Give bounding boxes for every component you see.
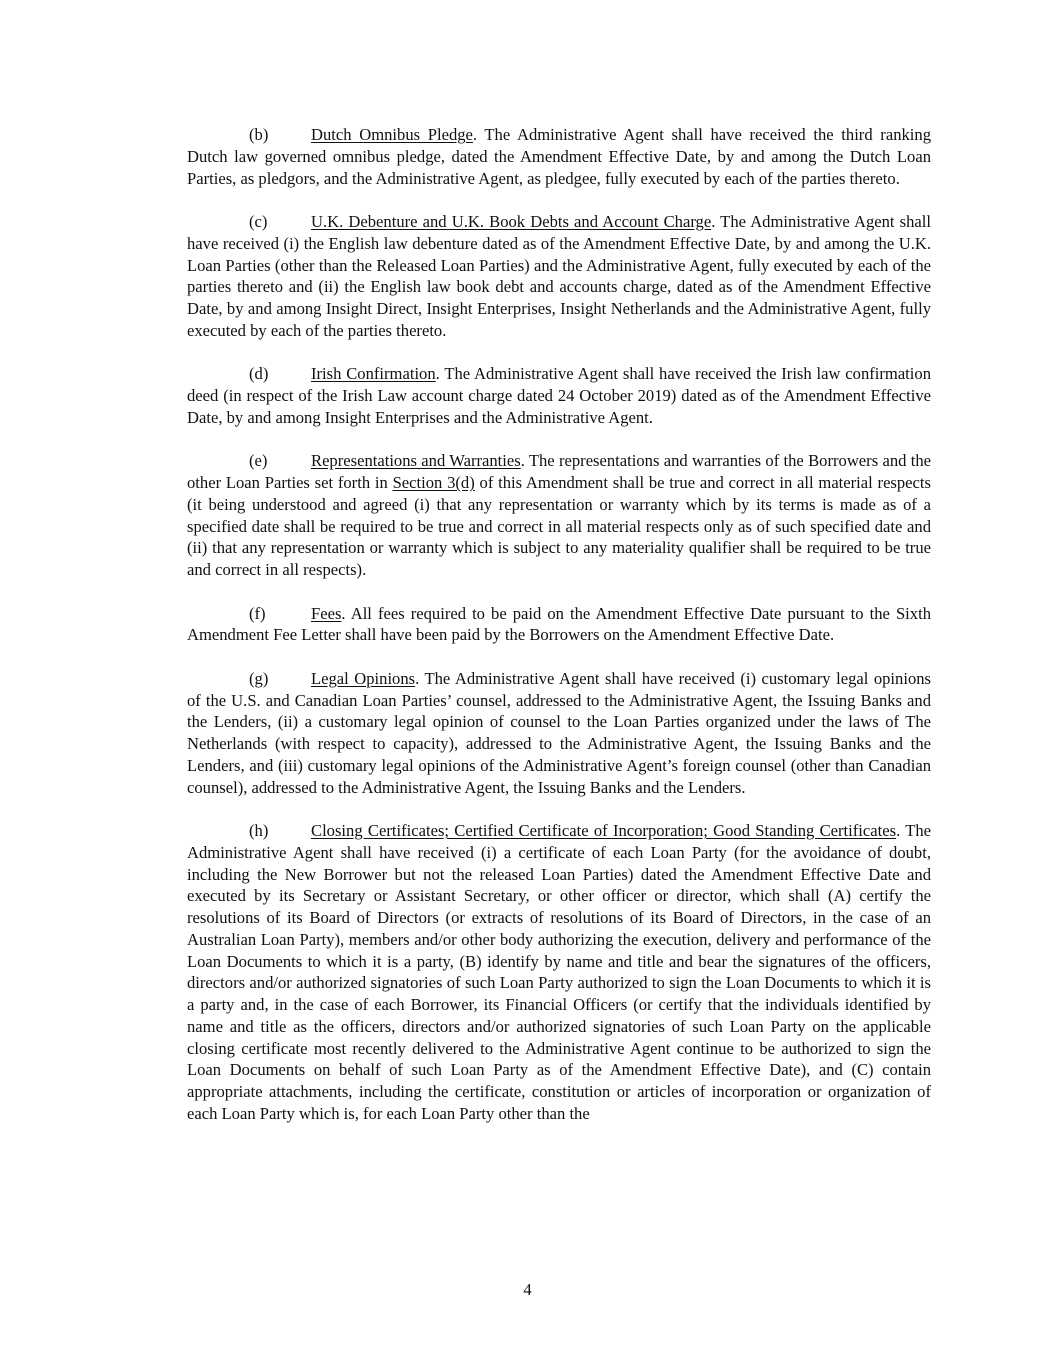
paragraph-heading: Closing Certificates; Certified Certificate of Incorporation; Good Standing Certificates: [311, 821, 897, 840]
paragraph-g: [187, 668, 931, 799]
paragraph-heading: Representations and Warranties: [311, 451, 521, 471]
paragraph-f: [187, 603, 931, 647]
paragraph-heading: Irish Confirmation: [311, 364, 436, 384]
paragraph-text: . The Administrative Agent shall have received (i) customary legal opinions of the U.S. and Canadian Loan Parties’ counsel, addressed to the Administrative Agent, the Issuing Banks and the Lenders, (ii) a customary legal opinion of counsel to the Loan Parties organized under the laws of The Netherlands (with respect to capacity), addressed to the Administrative Agent, the Issuing Banks and the Lenders, and (iii) customary legal opinions of the Administrative Agent’s foreign counsel (other than Canadian counsel), addressed to the Administrative Agent, the Issuing Banks and the Lenders.: [187, 668, 931, 797]
paragraph-d: [187, 363, 931, 428]
paragraph-heading: Dutch Omnibus Pledge: [311, 125, 473, 144]
paragraph-h: [187, 820, 931, 1125]
paragraph-label: (h): [249, 821, 269, 840]
paragraph-heading: Fees: [311, 603, 342, 623]
paragraph-b: [187, 124, 931, 189]
paragraph-text: . All fees required to be paid on the Amendment Effective Date pursuant to the Sixth Amendment Fee Letter shall have been paid by the Borrowers on the Amendment Effective Date.: [187, 603, 931, 645]
paragraph-c: [187, 211, 931, 342]
paragraph-text: . The Administrative Agent shall have received (i) the English law debenture dated as of the Amendment Effective Date, by and among the U.K. Loan Parties (other than the Released Loan Parties) and the Administrative Agent, fully executed by each of the parties thereto and (ii) the English law book debt and accounts charge, dated as of the Amendment Effective Date, by and among Insight Direct, Insight Enterprises, Insight Netherlands and the Administrative Agent, fully executed by each of the parties thereto.: [187, 212, 931, 340]
paragraph-text: . The Administrative Agent shall have received the Irish law confirmation deed (in respect of the Irish Law account charge dated 24 October 2019) dated as of the Amendment Effective Date, by and among Insight Enterprises and the Administrative Agent.: [187, 364, 931, 427]
document-body: [187, 124, 931, 1146]
paragraph-label: (f): [249, 603, 266, 623]
paragraph-heading: U.K. Debenture and U.K. Book Debts and Account Charge: [311, 212, 712, 231]
page-number: 4: [523, 1280, 532, 1299]
paragraph-e: [187, 450, 931, 581]
paragraph-text: . The representations and warranties of the Borrowers and the other Loan Parties set forth in: [187, 451, 931, 492]
paragraph-label: (e): [249, 451, 268, 471]
paragraph-heading: Legal Opinions: [311, 668, 416, 688]
paragraph-label: (g): [249, 668, 269, 688]
paragraph-label: (d): [249, 364, 269, 384]
paragraph-label: (c): [249, 212, 268, 231]
section-reference: Section 3(d): [392, 473, 475, 492]
paragraph-text: . The Administrative Agent shall have received the third ranking Dutch law governed omnibus pledge, dated the Amendment Effective Date, by and among the Dutch Loan Parties, as pledgors, and the Administrative Agent, as pledgee, fully executed by each of the parties thereto.: [187, 125, 931, 188]
paragraph-text: . The Administrative Agent shall have received (i) a certificate of each Loan Party (for the avoidance of doubt, including the New Borrower but not the released Loan Parties) dated the Amendment Effective Date and executed by its Secretary or Assistant Secretary, or other officer or director, which shall (A) certify the resolutions of its Board of Directors (or extracts of resolutions of its Board of Directors, in the case of an Australian Loan Party), members and/or other body authorizing the execution, delivery and performance of the Loan Documents to which it is a party, (B) identify by name and title and bear the signatures of the officers, directors and/or authorized signatories of such Loan Party authorized to sign the Loan Documents to which it is a party and, in the case of each Borrower, its Financial Officers (or certify that the individuals identified by name and title as the officers, directors and/or authorized signatories of such Loan Party on the applicable closing certificate most recently delivered to the Administrative Agent continue to be authorized to sign the Loan Documents on behalf of such Loan Party as of the Amendment Effective Date), and (C) contain appropriate attachments, including the certificate, constitution or articles of incorporation or organization of each Loan Party which is, for each Loan Party other than the: [187, 821, 932, 1123]
paragraph-label: (b): [249, 125, 269, 144]
paragraph-text-continued: of this Amendment shall be true and correct in all material respects (it being understood and agreed (i) that any representation or warranty which by its terms is made as of a specified date shall be required to be true and correct in all material respects only as of such specified date and (ii) that any representation or warranty which is subject to any materiality qualifier shall be required to be true and correct in all respects).: [187, 473, 931, 579]
